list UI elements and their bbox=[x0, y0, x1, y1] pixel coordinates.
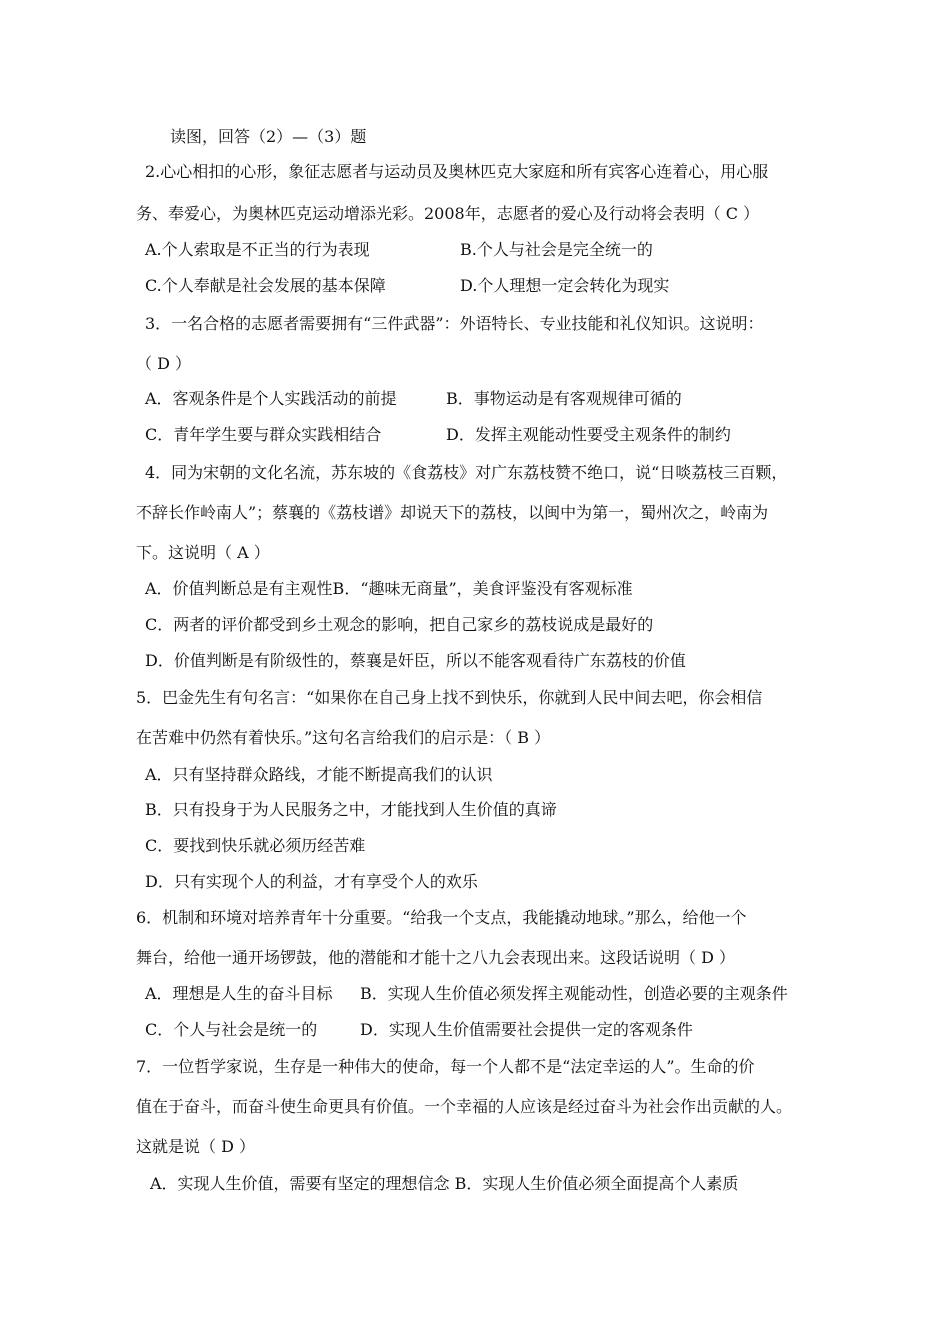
q2-option-b: B.个人与社会是完全统一的 bbox=[460, 240, 653, 259]
q4-option-d: D．价值判断是有阶级性的，蔡襄是奸臣，所以不能客观看待广东荔枝的价值 bbox=[145, 651, 686, 670]
q3-option-c: C．青年学生要与群众实践相结合 bbox=[145, 425, 382, 444]
q5-stem-line-1: 5．巴金先生有句名言：“如果你在自己身上找不到快乐，你就到人民中间去吧，你会相信 bbox=[136, 688, 763, 707]
q5-option-a: A．只有坚持群众路线，才能不断提高我们的认识 bbox=[145, 765, 493, 784]
q6-option-d: D．实现人生价值需要社会提供一定的客观条件 bbox=[360, 1020, 693, 1039]
q6-option-c: C．个人与社会是统一的 bbox=[145, 1020, 318, 1039]
q2-stem-line-1: 2.心心相扣的心形，象征志愿者与运动员及奥林匹克大家庭和所有宾客心连着心，用心服 bbox=[145, 162, 769, 181]
q3-option-a: A．客观条件是个人实践活动的前提 bbox=[145, 389, 397, 408]
q5-option-b: B．只有投身于为人民服务之中，才能找到人生价值的真谛 bbox=[145, 800, 557, 819]
q4-option-a-b: A．价值判断总是有主观性B．“趣味无商量”，美食评鉴没有客观标准 bbox=[145, 579, 633, 598]
q6-option-a: A．理想是人生的奋斗目标 bbox=[145, 984, 333, 1003]
instruction-line: 读图，回答（2）—（3）题 bbox=[170, 127, 367, 146]
q5-option-d: D．只有实现个人的利益，才有享受个人的欢乐 bbox=[145, 872, 478, 891]
q5-option-c: C．要找到快乐就必须历经苦难 bbox=[145, 836, 366, 855]
q3-option-b: B．事物运动是有客观规律可循的 bbox=[446, 389, 682, 408]
q7-stem-line-1: 7．一位哲学家说，生存是一种伟大的使命，每一个人都不是“法定幸运的人”。生命的价 bbox=[136, 1057, 755, 1076]
q2-option-c: C.个人奉献是社会发展的基本保障 bbox=[145, 276, 386, 295]
q3-option-d: D．发挥主观能动性要受主观条件的制约 bbox=[446, 425, 731, 444]
q3-stem-line-1: 3．一名合格的志愿者需要拥有“三件武器”：外语特长、专业技能和礼仪知识。这说明： bbox=[145, 314, 764, 333]
q7-stem-line-3: 这就是说（ D ） bbox=[136, 1137, 256, 1156]
q4-stem-line-3: 下。这说明（ A ） bbox=[136, 543, 270, 562]
q7-stem-line-2: 值在于奋斗，而奋斗使生命更具有价值。一个幸福的人应该是经过奋斗为社会作出贡献的人。 bbox=[136, 1097, 793, 1116]
q6-stem-line-1: 6．机制和环境对培养青年十分重要。“给我一个支点，我能撬动地球。”那么，给他一个 bbox=[136, 908, 747, 927]
q6-stem-line-2: 舞台，给他一通开场锣鼓，他的潜能和才能十之八九会表现出来。这段话说明（ D ） bbox=[136, 948, 736, 967]
q3-stem-line-2: （ D ） bbox=[136, 354, 192, 373]
q7-option-a-b: A．实现人生价值，需要有坚定的理想信念 B．实现人生价值必须全面提高个人素质 bbox=[150, 1174, 739, 1193]
q4-stem-line-2: 不辞长作岭南人”；蔡襄的《荔枝谱》却说天下的荔枝，以闽中为第一，蜀州次之，岭南为 bbox=[136, 503, 769, 522]
q4-stem-line-1: 4．同为宋朝的文化名流，苏东坡的《食荔枝》对广东荔枝赞不绝口，说“日啖荔枝三百颗， bbox=[145, 463, 788, 482]
q6-option-b: B．实现人生价值必须发挥主观能动性，创造必要的主观条件 bbox=[360, 984, 788, 1003]
q2-stem-line-2: 务、奉爱心，为奥林匹克运动增添光彩。2008年，志愿者的爱心及行动将会表明（ C ） bbox=[136, 204, 760, 223]
q4-option-c: C．两者的评价都受到乡土观念的影响，把自己家乡的荔枝说成是最好的 bbox=[145, 615, 654, 634]
q2-option-a: A.个人索取是不正当的行为表现 bbox=[145, 240, 370, 259]
q2-option-d: D.个人理想一定会转化为现实 bbox=[460, 276, 670, 295]
q5-stem-line-2: 在苦难中仍然有着快乐。”这句名言给我们的启示是：（ B ） bbox=[136, 728, 551, 747]
